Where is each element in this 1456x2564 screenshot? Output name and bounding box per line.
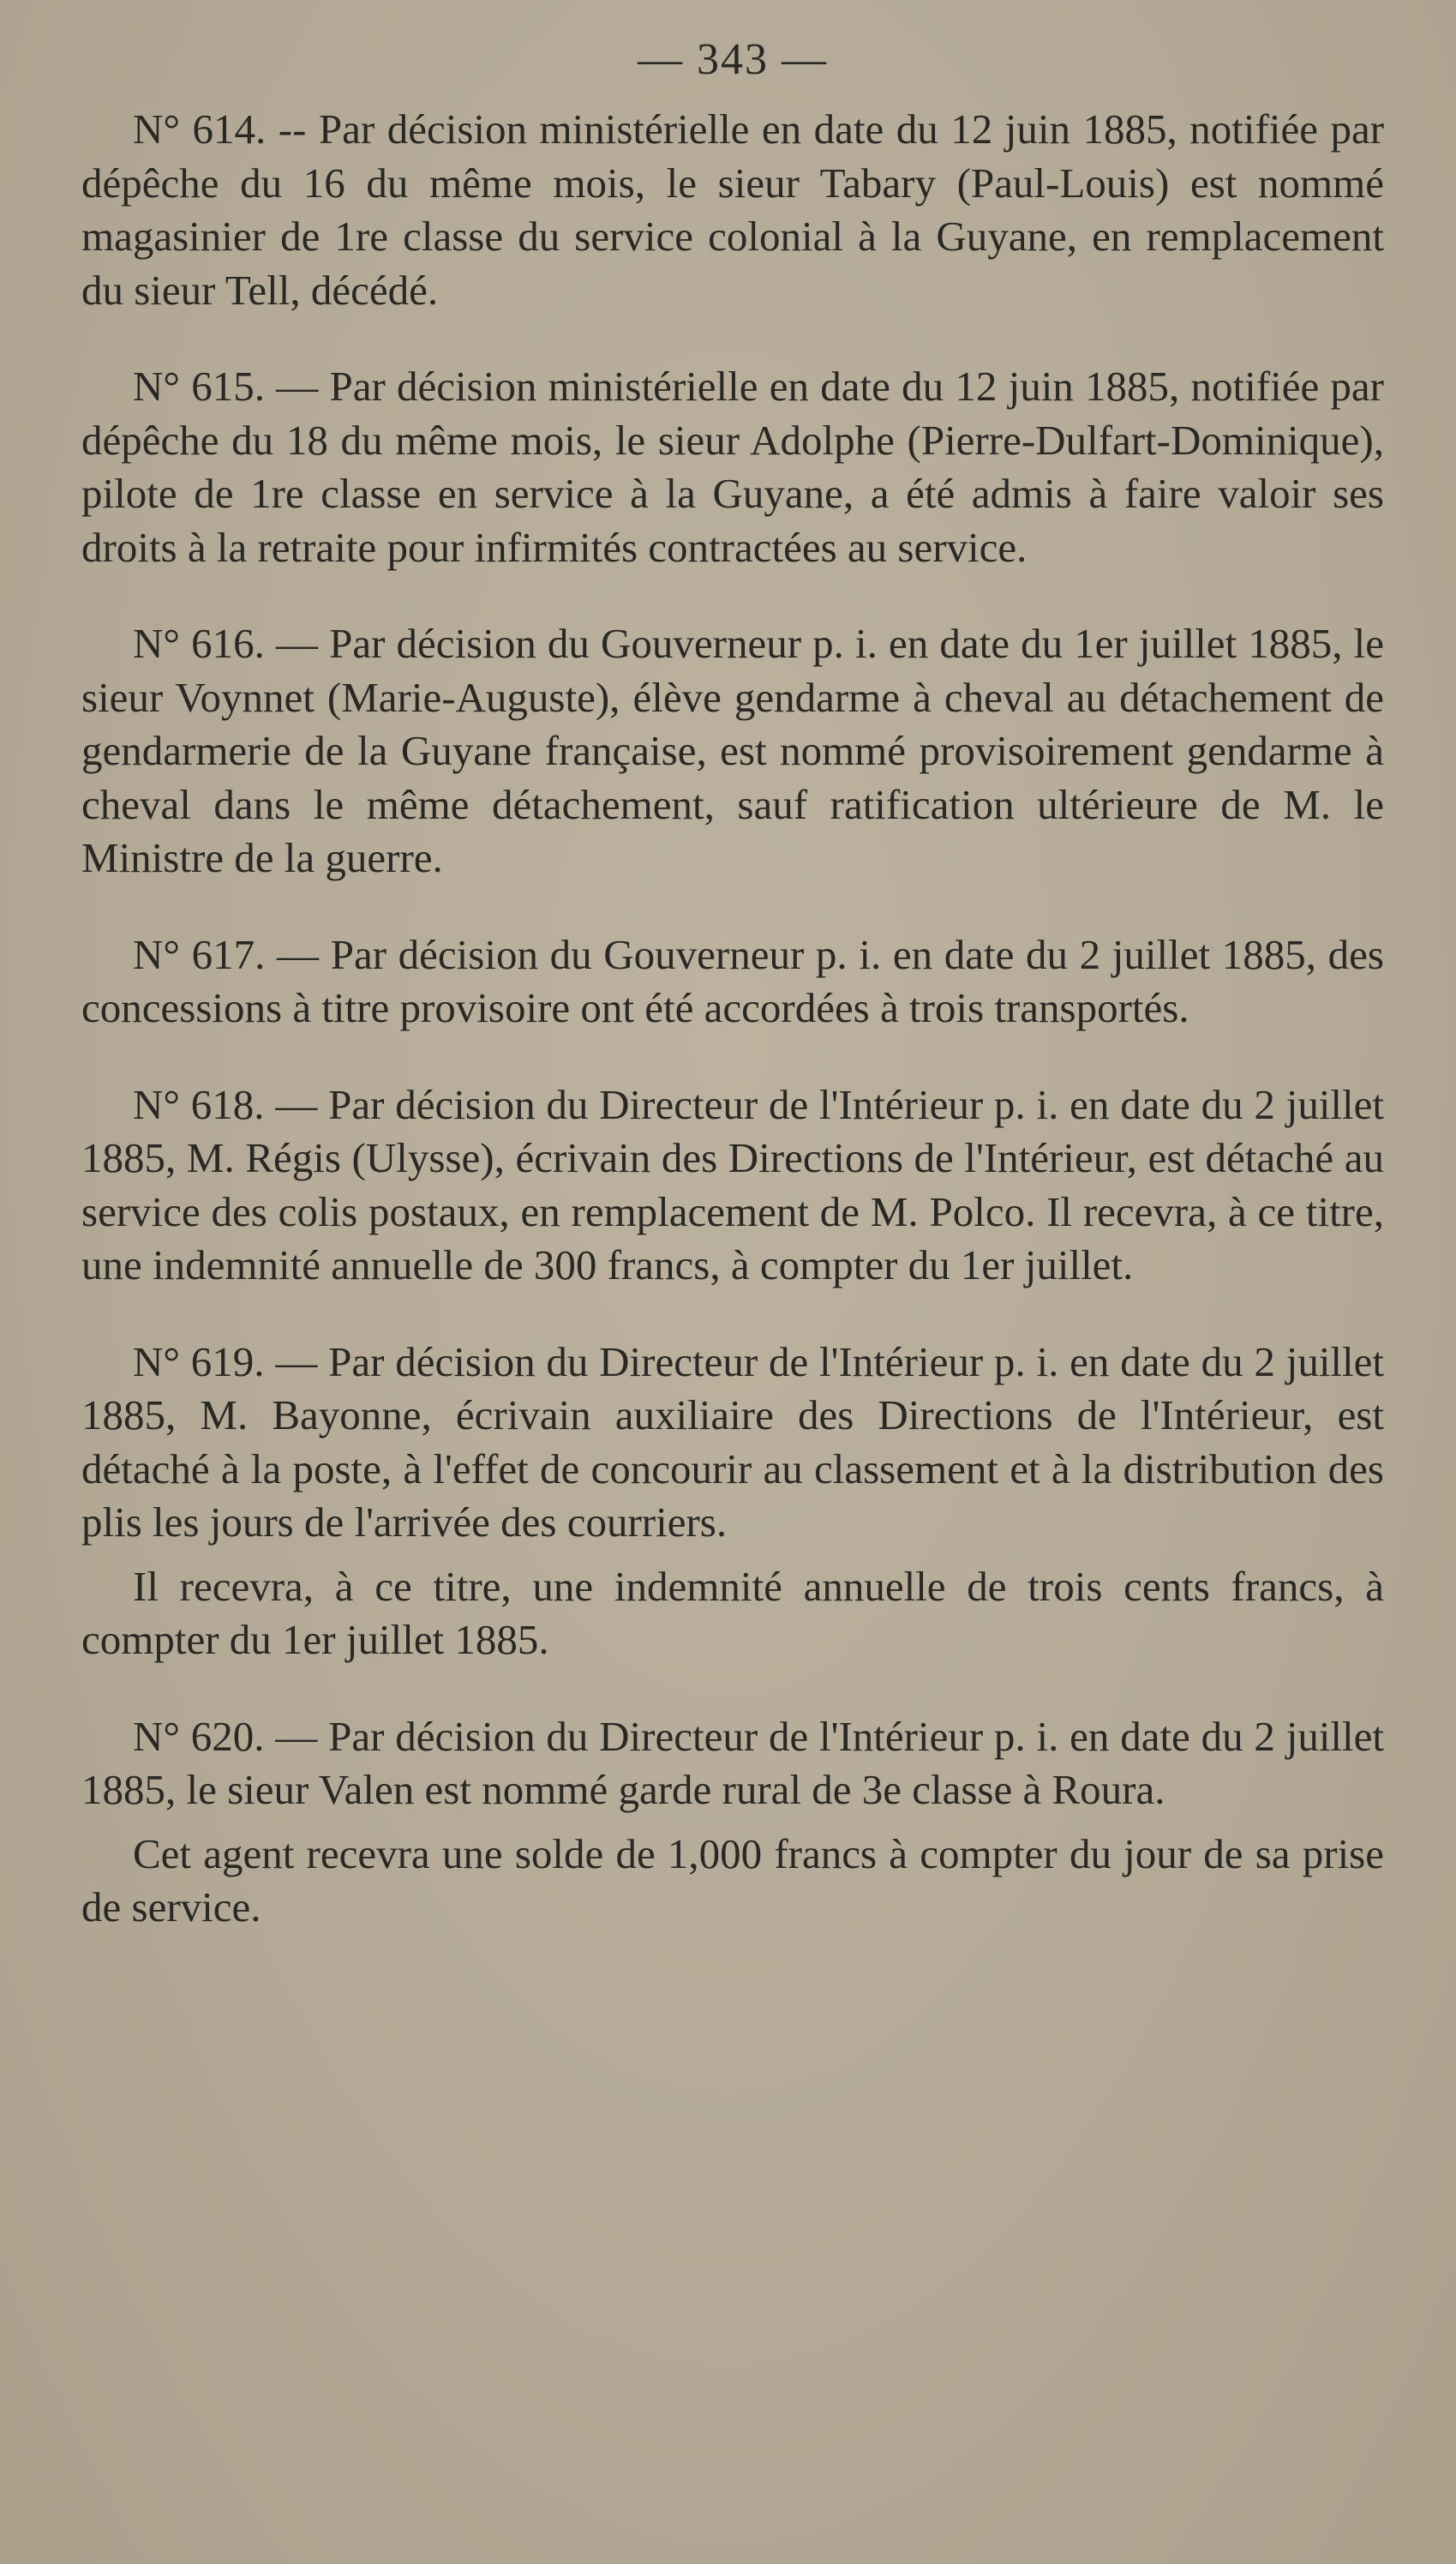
entry-618 (81, 1078, 1384, 1293)
entry-615 (81, 360, 1384, 574)
entry-number: N° 620. (133, 1712, 265, 1760)
entry-number: N° 615. (133, 363, 265, 410)
entry-617 (81, 928, 1384, 1036)
entry-paragraph (81, 103, 1384, 317)
entry-paragraph (81, 1710, 1384, 1817)
entry-number: N° 619. (133, 1337, 265, 1385)
entry-paragraph (81, 1336, 1384, 1550)
entry-614 (81, 103, 1384, 317)
entry-paragraph (81, 928, 1384, 1036)
page-content (81, 34, 1384, 1978)
entry-text: — Par décision du Directeur de l'Intérieur p. i. en date du 2 juillet 1885, M. Régis (Ulysse), écrivain des Directions de l'Intérieur, est détaché au service des colis postaux, en remplacement de M. Polco. Il recevra, à ce titre, une indemnité annuelle de 300 francs, à compter du 1er juillet. (81, 1080, 1385, 1288)
entry-text: — Par décision du Directeur de l'Intérieur p. i. en date du 2 juillet 1885, le sieur Valen est nommé garde rural de 3e classe à Roura. (81, 1712, 1385, 1813)
entry-text: — Par décision du Directeur de l'Intérieur p. i. en date du 2 juillet 1885, M. Bayonne, écrivain auxiliaire des Directions de l'Intérieur, est détaché à la poste, à l'effet de concourir au classement et à la distribution des plis les jours de l'arrivée des courriers. (81, 1337, 1385, 1546)
entry-paragraph (81, 617, 1384, 886)
entry-paragraph (81, 360, 1384, 574)
entry-text: -- Par décision ministérielle en date du 12 juin 1885, notifiée par dépêche du 16 du même mois, le sieur Tabary (Paul-Louis) est nommé magasinier de 1re classe du service colonial à la Guyane, en remplacement du sieur Tell, décédé. (81, 105, 1385, 314)
entry-paragraph (81, 1078, 1384, 1293)
entry-number: N° 618. (133, 1080, 265, 1128)
entry-number: N° 617. (133, 930, 266, 978)
entry-616 (81, 617, 1384, 886)
entry-paragraph: Il recevra, à ce titre, une indemnité annuelle de trois cents francs, à compter du 1er juillet 1885. (81, 1562, 1384, 1663)
entry-paragraph: Cet agent recevra une solde de 1,000 francs à compter du jour de sa prise de service. (81, 1829, 1384, 1931)
entry-number: N° 614. (133, 105, 267, 153)
entry-number: N° 616. (133, 620, 265, 667)
page-number: — 343 — (638, 35, 828, 84)
entry-text: — Par décision du Gouverneur p. i. en date du 2 juillet 1885, des concessions à titre provisoire ont été accordées à trois transportés. (81, 930, 1384, 1031)
entry-619 (81, 1336, 1384, 1667)
entry-620 (81, 1710, 1384, 1935)
entry-text: — Par décision ministérielle en date du 12 juin 1885, notifiée par dépêche du 18 du même mois, le sieur Adolphe (Pierre-Dulfart-Dominique), pilote de 1re classe en service à la Guyane, a été admis à faire valoir ses droits à la retraite pour infirmités contractées au service. (81, 363, 1385, 571)
entry-text: — Par décision du Gouverneur p. i. en date du 1er juillet 1885, le sieur Voynnet (Marie-Auguste), élève gendarme à cheval au détachement de gendarmerie de la Guyane française, est nommé provisoirement gendarme à cheval dans le même détachement, sauf ratification ultérieure de M. le Ministre de la guerre. (81, 620, 1385, 881)
